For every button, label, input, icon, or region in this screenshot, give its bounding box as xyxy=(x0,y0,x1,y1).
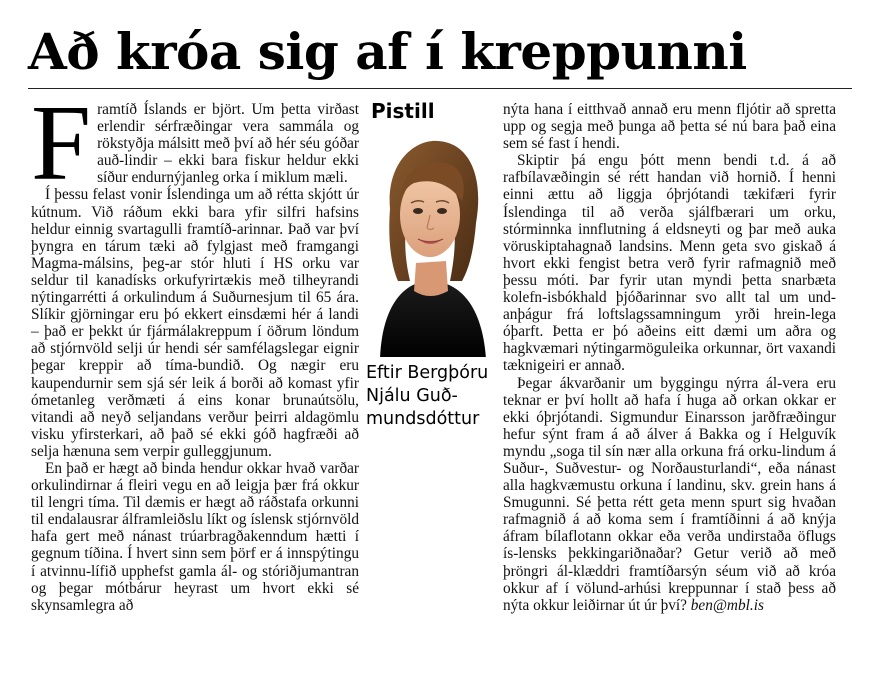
article-column-1 xyxy=(31,84,359,614)
author-email[interactable]: ben@mbl.is xyxy=(690,596,764,614)
headline-rule xyxy=(28,88,852,89)
article-paragraph-6 xyxy=(503,375,836,614)
paragraph-1-text: ramtíð Íslands er björt. Um þetta virðast erlendir sérfræðingar vera sammála og rökstyðja málsitt með því að hér séu góðar auð-lindir – ekki bara fiskur heldur ekki síður endurnýjanleg orka í miklum mæli. xyxy=(97,101,359,187)
paragraph-6-text: Þegar ákvarðanir um byggingu nýrra ál-vera eru teknar er því hollt að hafa í huga að orkan okkar er ekki óþrjótandi. Sigmundur Einarsson jarðfræðingur hefur sýnt fram á að álver á Bakka og í Helguvík myndu „soga til sín nær alla orkuna frá orku-lindum á Suður-, Suðvestur- og Norðausturlandi“, eða nánast alla hagkvæmustu orkuna í landinu, skv. grein hans á Smugunni. Sé þetta rétt geta menn spurt sig hvaðan rafmagnið á að koma sem í framtíðinni á að knýja áfram bílaflotann okkar eða verða undirstaða öflugs ís-lensks þekkingariðnaðar? Getur verið að með þröngri ál-klæddri framtíðarsýn séum við að króa okkur af í völund-arhúsi kreppunnar í stað þess að nýta okkur leiðirnar út úr því? xyxy=(503,374,836,614)
byline xyxy=(366,362,502,431)
article-headline: Að króa sig af í kreppunni xyxy=(28,22,747,81)
article-column-3 xyxy=(503,101,836,614)
article-paragraph-2: Í þessu felast vonir Íslendinga um að rétta skjótt úr kútnum. Við ráðum ekki bara yfir silfri hafsins heldur einnig svartagulli framtíð-arinnar. Það var því þyngra en tárum tæki að fylgjast með framgangi Magma-málsins, þeg-ar stór hluti í HS orku var seldur til kanadísks orkufyrirtækis með tilheyrandi nýtingarrétti á orkulindum á Suðurnesjum til 65 ára. Slíkir gjörningar eru þó ekkert einsdæmi hér á landi – það er þekkt úr fjármálakreppum í öðrum löndum að stjórnvöld selji úr hendi sér samfélagslegar eignir þegar kreppir að tíma-bundið. Og nægir eru kaupendurnir sem sjá sér leik á borði að komast yfir ómetanleg verðmæti á eins konar brunaútsölu, vitandi að neyð seljandans verður þeirri aldagömlu visku yfirsterkari, að það sé ekki góð hagfræði að selja hænuna sem verpir gulleggjunum. xyxy=(31,186,359,460)
article-paragraph-5: Skiptir þá engu þótt menn bendi t.d. á að rafbílavæðingin sé rétt handan við hornið. Í henni einni ættu að liggja óþrjótandi tækifæri fyrir Íslendinga til að verða sjálfbærari um orku, stórminnka innflutning á eldsneyti og þar með auka vöruskiptahagnað landsins. Menn geta svo giskað á hvort ekki fengist betra verð fyrir rafmagnið með þessu móti. Þar fyrir utan myndi þetta snarbæta kolefn-isbókhald þjóðarinnar svo allt tal um und-anþágur frá loftslagssamningum yrði hrein-lega óþarft. Þetta er þó aðeins eitt dæmi um aðra og hagkvæmari nýtingarmöguleika orkunnar, ört vaxandi tæknigeiri er annað. xyxy=(503,152,836,375)
author-photo xyxy=(366,131,495,357)
column-kicker: Pistill xyxy=(371,99,435,123)
byline-line-3: mundsdóttur xyxy=(366,409,480,429)
author-portrait-image xyxy=(366,131,495,357)
drop-cap: F xyxy=(31,84,92,203)
byline-line-1: Eftir Bergþóru xyxy=(366,363,489,383)
article-paragraph-1 xyxy=(31,84,359,203)
article-paragraph-4: nýta hana í eitthvað annað eru menn fljótir að spretta upp og segja með þunga að þetta sé nú bara það eina sem sé fast í hendi. xyxy=(503,101,836,153)
byline-line-2: Njálu Guð- xyxy=(366,386,458,406)
article-paragraph-3: En það er hægt að binda hendur okkar hvað varðar orkulindirnar á fleiri vegu en að leigja þær frá okkur til lengri tíma. Til dæmis er hægt að ráðstafa orkunni til endalausrar álframleiðslu líkt og íslensk stjórnvöld hafa gert með nánast trúarbragðakenndum hætti í gegnum tíðina. Í hvert sinn sem þörf er á innspýtingu í atvinnu-lífið upphefst gamla ál- og stóriðjumantran og þegar mótbárur heyrast um hvort ekki sé skynsamlegra að xyxy=(31,459,359,614)
